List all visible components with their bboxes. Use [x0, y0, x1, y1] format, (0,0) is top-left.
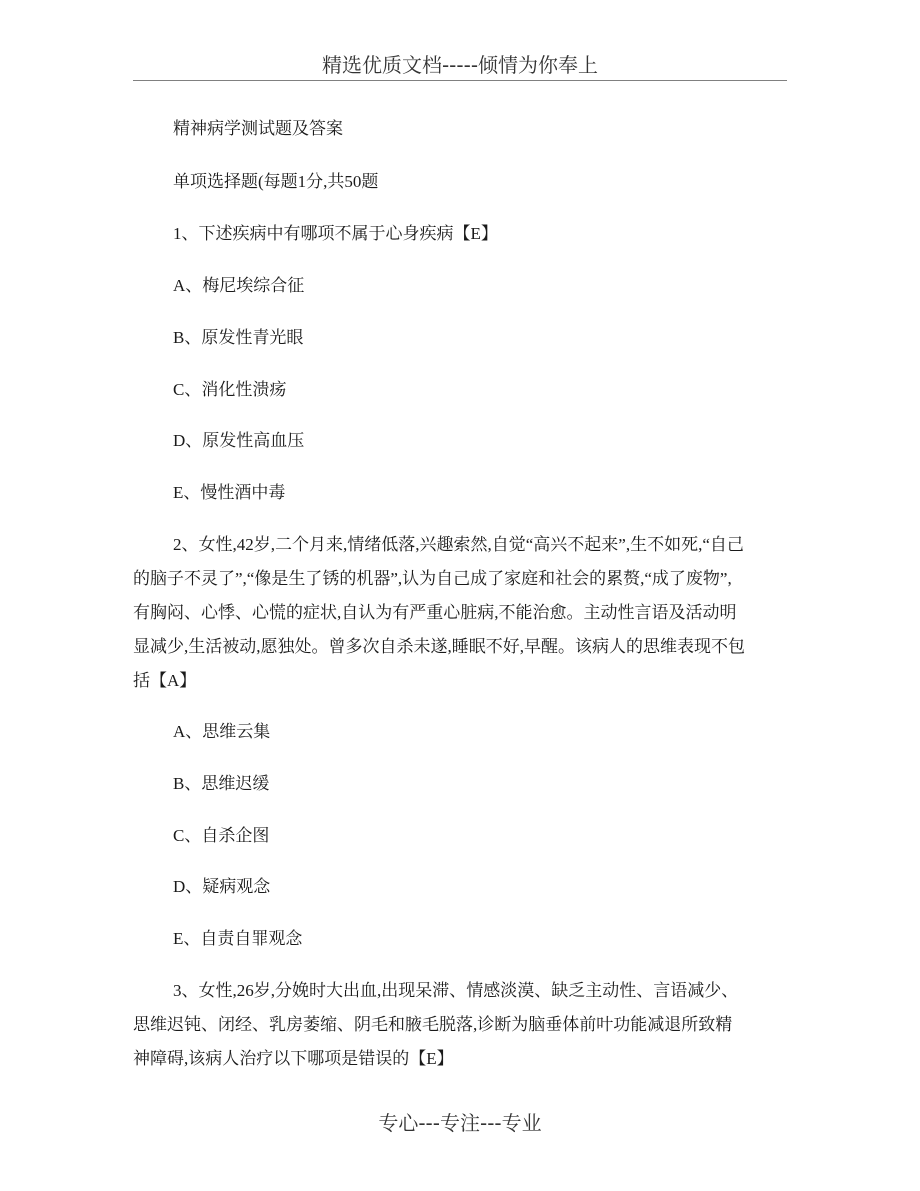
document-title: 精神病学测试题及答案 [173, 119, 343, 138]
question-2-stem-line-1: 2、女性,42岁,二个月来,情绪低落,兴趣索然,自觉“高兴不起来”,生不如死,“自己 [173, 535, 744, 554]
question-2-stem-line-2: 的脑子不灵了”,“像是生了锈的机器”,认为自己成了家庭和社会的累赘,“成了废物”, [133, 569, 732, 588]
question-2-stem-line-3: 有胸闷、心悸、心慌的症状,自认为有严重心脏病,不能治愈。主动性言语及活动明 [133, 603, 737, 622]
question-1-option-a: A、梅尼埃综合征 [173, 276, 305, 295]
question-1-option-e: E、慢性酒中毒 [173, 483, 286, 502]
question-2-option-b: B、思维迟缓 [173, 774, 270, 793]
question-2-option-a: A、思维云集 [173, 722, 271, 741]
question-1-option-b: B、原发性青光眼 [173, 328, 304, 347]
question-2-option-d: D、疑病观念 [173, 877, 271, 896]
question-3-stem-line-1: 3、女性,26岁,分娩时大出血,出现呆滞、情感淡漠、缺乏主动性、言语减少、 [173, 981, 739, 1000]
question-2-option-e: E、自责自罪观念 [173, 929, 303, 948]
question-2-stem-line-5: 括【A】 [133, 671, 197, 690]
question-1-option-c: C、消化性溃疡 [173, 380, 287, 399]
question-1-option-d: D、原发性高血压 [173, 431, 305, 450]
question-1-stem: 1、下述疾病中有哪项不属于心身疾病【E】 [173, 224, 498, 243]
question-2-stem-line-4: 显减少,生活被动,愿独处。曾多次自杀未遂,睡眠不好,早醒。该病人的思维表现不包 [133, 637, 745, 656]
question-2-option-c: C、自杀企图 [173, 826, 270, 845]
page-header: 精选优质文档-----倾情为你奉上 [321, 53, 599, 77]
header-divider [133, 80, 787, 81]
page-footer: 专心---专注---专业 [378, 1111, 542, 1135]
question-3-stem-line-2: 思维迟钝、闭经、乳房萎缩、阴毛和腋毛脱落,诊断为脑垂体前叶功能减退所致精 [133, 1015, 733, 1034]
section-heading: 单项选择题(每题1分,共50题 [173, 172, 379, 191]
question-3-stem-line-3: 神障碍,该病人治疗以下哪项是错误的【E】 [133, 1049, 454, 1068]
